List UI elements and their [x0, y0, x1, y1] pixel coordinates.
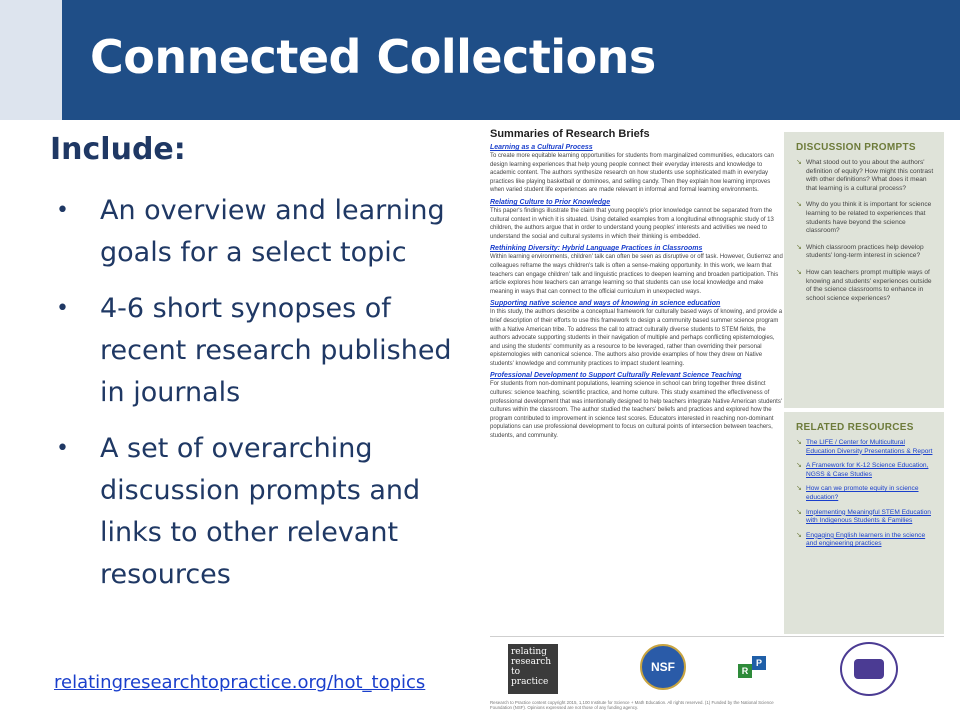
rp-logo-r: R: [738, 664, 752, 678]
footer-divider: [490, 636, 944, 637]
bullet-list: [48, 190, 468, 610]
resource-item[interactable]: [796, 462, 936, 479]
slide-title: Connected Collections: [90, 30, 656, 84]
resource-link[interactable]: Implementing Meaningful STEM Education with Indigenous Students & Families: [806, 508, 931, 525]
bullet-text: A set of overarching discussion prompts and links to other relevant resources: [100, 433, 421, 590]
brief-title-link[interactable]: Relating Culture to Prior Knowledge: [490, 198, 611, 206]
bullet-dot-icon: •: [56, 296, 69, 321]
resource-link[interactable]: The LIFE / Center for Multicultural Education Diversity Presentations & Report: [806, 439, 933, 455]
institute-seal-logo: [840, 642, 898, 696]
document-preview: [480, 120, 950, 718]
related-resources-title: RELATED RESOURCES: [796, 422, 914, 433]
rp-logo-p: P: [752, 656, 766, 670]
discussion-prompts-title: DISCUSSION PROMPTS: [796, 142, 916, 153]
research-briefs-column: [490, 128, 784, 441]
bullet-item: [48, 288, 468, 414]
briefs-heading: Summaries of Research Briefs: [490, 128, 650, 140]
discussion-prompts-list: [784, 159, 944, 303]
related-resources-list: [784, 439, 944, 549]
brief-title-link[interactable]: Learning as a Cultural Process: [490, 144, 593, 151]
bullet-dot-icon: •: [56, 198, 69, 223]
hot-topics-link[interactable]: relatingresearchtopractice.org/hot_topics: [54, 672, 426, 693]
resource-item[interactable]: [796, 439, 936, 456]
brief-title-link[interactable]: Rethinking Diversity: Hybrid Language Practices in Classrooms: [490, 245, 703, 253]
logo-row: [490, 640, 944, 700]
resource-item[interactable]: [796, 509, 936, 526]
nsf-logo: NSF: [640, 644, 686, 690]
related-resources-box: [784, 412, 944, 634]
prompt-item: ↘ Why do you think it is important for science learning to be related to experiences that students have beyond the science classroom?: [796, 201, 936, 235]
resource-link[interactable]: Engaging English learners in the science and engineering practices: [806, 531, 926, 548]
resource-link[interactable]: A Framework for K-12 Science Education, NGSS & Case Studies: [806, 462, 929, 478]
brief-title-link[interactable]: Supporting native science and ways of knowing in science education: [490, 300, 721, 308]
prompt-item: ↘ How can teachers prompt multiple ways of knowing and students' experiences outside of the science classrooms to enhance in school science experiences?: [796, 269, 936, 303]
brief-summary: For students from non-dominant populations, learning science in school can bring together three distinct cultures: science teaching, scientific practice, and home culture. This study examined the effectiveness of professional development that was intentionally designed to help teachers integrate Native American students' cultures within the classroom. The author studied the teachers' beliefs and practices and explored how the program contributed to improvement in science test scores. Educators interested in reaching non-dominant populations can use professional development to focus on cultural points of intersection between teachers, students, and community.: [490, 381, 782, 440]
prompt-item: ↘ What stood out to you about the authors' definition of equity? How might this contrast with other definitions? What does it mean that learning is a cultural process?: [796, 159, 936, 193]
bullet-text: An overview and learning goals for a select topic: [100, 195, 445, 268]
left-accent-strip: [0, 0, 62, 120]
brief-summary: In this study, the authors describe a conceptual framework for culturally based ways of knowing, and provide a brief description of their efforts to use this framework to design a community based summer science program with a Native American tribe. To address the call to attract culturally diverse students to STEM fields, the authors advocate supporting students in their navigation of multiple and perhaps conflicting epistemologies, and using the students' community as a resource to be leveraged, rather than overriding their personal epistemologies with canonical science. The authors also provide examples of how they drew on Native students' knowledge and community practices to impact student learning.: [490, 309, 783, 367]
brief-title-link[interactable]: Professional Development to Support Culturally Relevant Science Teaching: [490, 372, 742, 380]
brief-summary: This paper's findings illustrate the claim that young people's prior knowledge cannot be separated from the cultural context in which it is situated. Using detailed examples from a longitudinal ethnographic study of 13 children, the authors argue that in order to understand young peoples' interests and activities we need to understand the social and cultural systems in which their thinking is embedded.: [490, 207, 774, 240]
copyright-footnote: Research to Practice content copyright 2015, 1,100 Institute for Science + Math Education. All rights reserved. (1) Funded by the National Science Foundation (NSF). Opinions expressed are not those of any funding agency.: [490, 700, 774, 711]
include-label: Include:: [50, 132, 186, 167]
resource-item[interactable]: [796, 532, 936, 549]
resource-link[interactable]: How can we promote equity in science education?: [806, 485, 919, 501]
resource-item[interactable]: [796, 485, 936, 502]
discussion-prompts-box: [784, 132, 944, 408]
bullet-dot-icon: •: [56, 436, 69, 461]
brief-summary: To create more equitable learning opportunities for students from marginalized communities, educators can design learning experiences that help young people connect their everyday interests and knowledge to academic content. The authors synthesize research on how students use sophisticated math in everyday practices like playing basketball or dominoes, and selling candy. Then they explain how learning improves when varied student life experiences are made relevant in informal and formal learning environments.: [490, 153, 774, 194]
bullet-item: [48, 428, 468, 596]
relating-research-logo: relating research to practice: [508, 644, 558, 694]
brief-summary: Within learning environments, children' talk can often be seen as disruptive or off task. However, Gutierrez and colleagues reframe the ways children's talk is often a sense-making opportunity. In this work, we learn that teachers can engage children' talk and linguistic practices to deepen learning and broaden participation. This article explores how teachers can arrange learning so that students can use local knowledge and make meaning in ways that can connect to the official curriculum in unexpected ways.: [490, 254, 783, 295]
bullet-item: [48, 190, 468, 274]
prompt-item: ↘ Which classroom practices help develop students' long-term interest in science?: [796, 244, 936, 261]
bullet-text: 4-6 short synopses of recent research published in journals: [100, 293, 452, 408]
rp-logo: [738, 656, 768, 686]
